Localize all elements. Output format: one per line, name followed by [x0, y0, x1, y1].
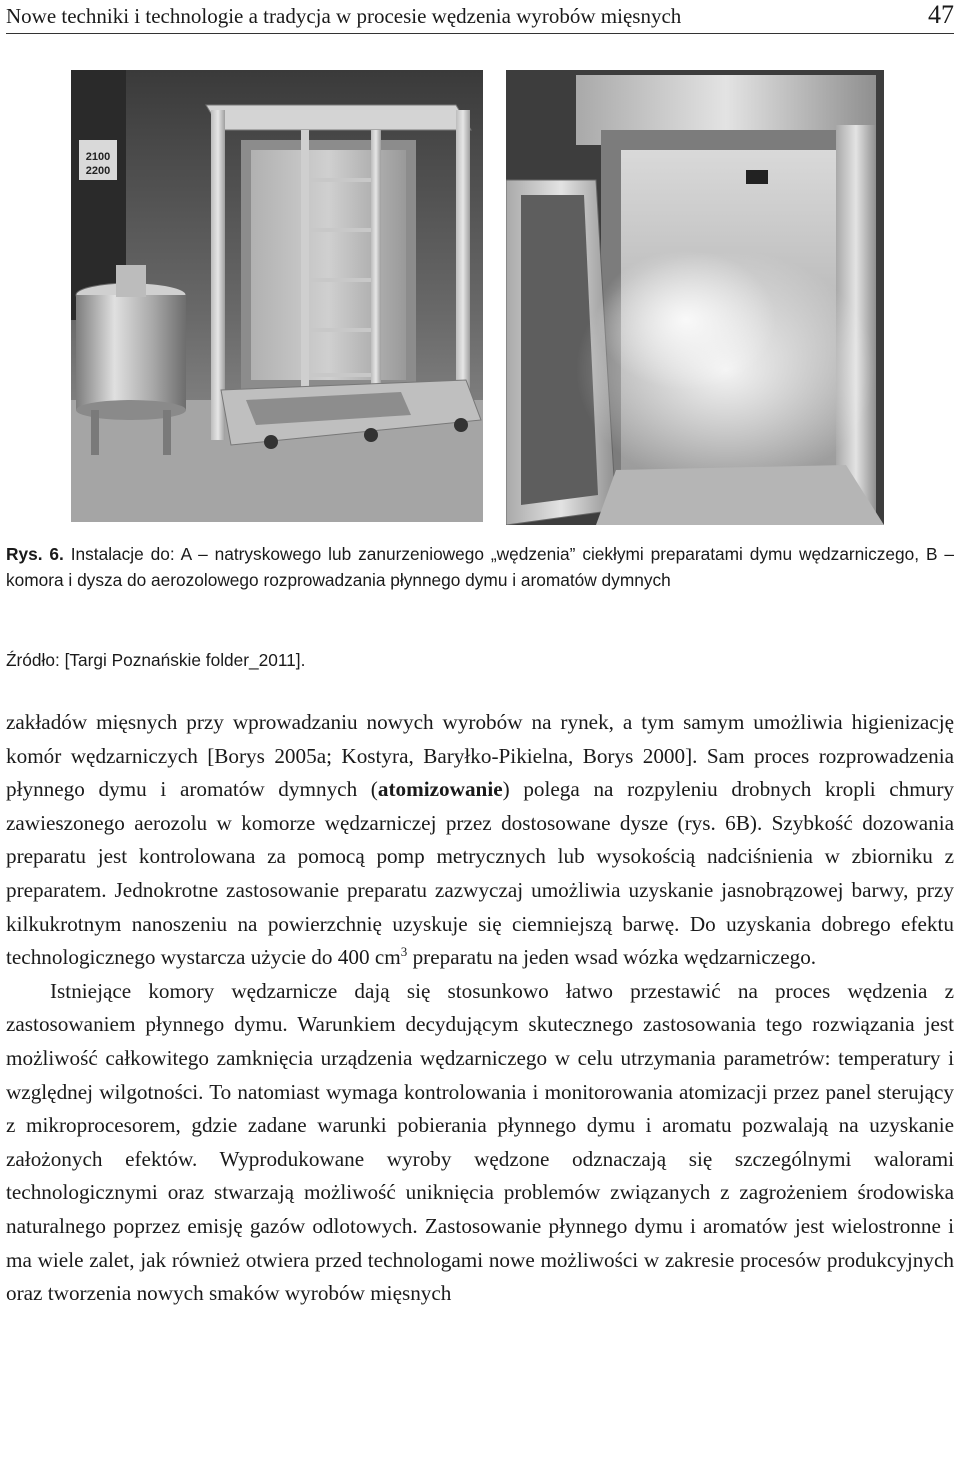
- figure-6: [0, 68, 960, 528]
- figure-source: Źródło: [Targi Poznańskie folder_2011].: [6, 650, 306, 670]
- paragraph-1-text-c: preparatu na jeden wsad wózka wędzarniczego.: [407, 945, 817, 970]
- paragraph-1: [6, 706, 954, 975]
- paragraph-2: Istniejące komory wędzarnicze dają się stosunkowo łatwo przestawić na proces wędzenia z zastosowaniem płynnego dymu. Warunkiem decydującym skutecznego zastosowania tego rozwiązania jest możliwość całkowitego zamknięcia urządzenia wędzarniczego w celu utrzymania parametrów: temperatury i względnej wilgotności. To natomiast wymaga kontrolowania i monitorowania atomizacji przez panel sterujący z mikroprocesorem, gdzie zadane warunki pobierania płynnego dymu i aromatu pozwalają na uzyskanie założonych efektów. Wyprodukowane wyroby wędzone odznaczają się szczególnymi walorami technologicznymi oraz stwarzają możliwość uniknięcia problemów związanych z zagrożeniem środowiska naturalnego poprzez emisję gazów odlotowych. Zastosowanie płynnego dymu i aromatów jest wielostronne i ma wiele zalet, jak również otwiera przed technologami nowe możliwości w zakresie procesów produkcyjnych oraz tworzenia nowych smaków wyrobów mięsnych: [6, 978, 954, 1306]
- running-head-title: Nowe techniki i technologie a tradycja w procesie wędzenia wyrobów mięsnych: [6, 4, 682, 28]
- caption-text: Instalacje do: A – natryskowego lub zanurzeniowego „wędzenia” ciekłymi preparatami dymu wędzarniczego, B – komora i dysza do aerozolowego rozprowadzania płynnego dymu i aromatów dymnych: [6, 544, 954, 590]
- figure-caption: [6, 542, 954, 593]
- term-atomizowanie: atomizowanie: [377, 777, 503, 802]
- paragraph-1-text-b: ) polega na rozpyleniu drobnych kropli chmury zawieszonego aerozolu w komorze wędzarniczej przez dostosowane dysze (rys. 6B). Szybkość dozowania preparatu jest kontrolowana za pomocą pomp metrycznych lub wysokością nadciśnienia w zbiorniku z preparatem. Jednokrotne zastosowanie preparatu zazwyczaj umożliwia uzyskanie jasnobrązowej barwy, przy kilkukrotnym nanoszeniu na powierzchnię uzyskuje się ciemniejszą barwę. Do uzyskania dobrego efektu technologicznego wystarcza użycie do 400 cm: [6, 777, 954, 970]
- photo-smoking-chamber: [506, 70, 884, 525]
- running-head: [6, 2, 954, 30]
- page-number: 47: [928, 0, 954, 29]
- body-text: [6, 706, 954, 1311]
- header-rule: [6, 33, 954, 34]
- caption-label: Rys. 6.: [6, 544, 64, 564]
- unit-superscript: 3: [400, 944, 408, 960]
- photo-spray-installation: [71, 70, 483, 522]
- paragraph-1-text-a: zakładów mięsnych przy wprowadzaniu nowych wyrobów na rynek, a tym samym umożliwia higienizację komór wędzarniczych [Borys 2005a; Kostyra, Baryłko-Pikielna, Borys 2000]. Sam proces rozprowadzenia płynnego dymu i aromatów dymnych (: [6, 710, 954, 802]
- sign-2100: 2100: [85, 151, 111, 163]
- sign-2200: 2200: [85, 165, 111, 177]
- nozzle: [746, 170, 768, 184]
